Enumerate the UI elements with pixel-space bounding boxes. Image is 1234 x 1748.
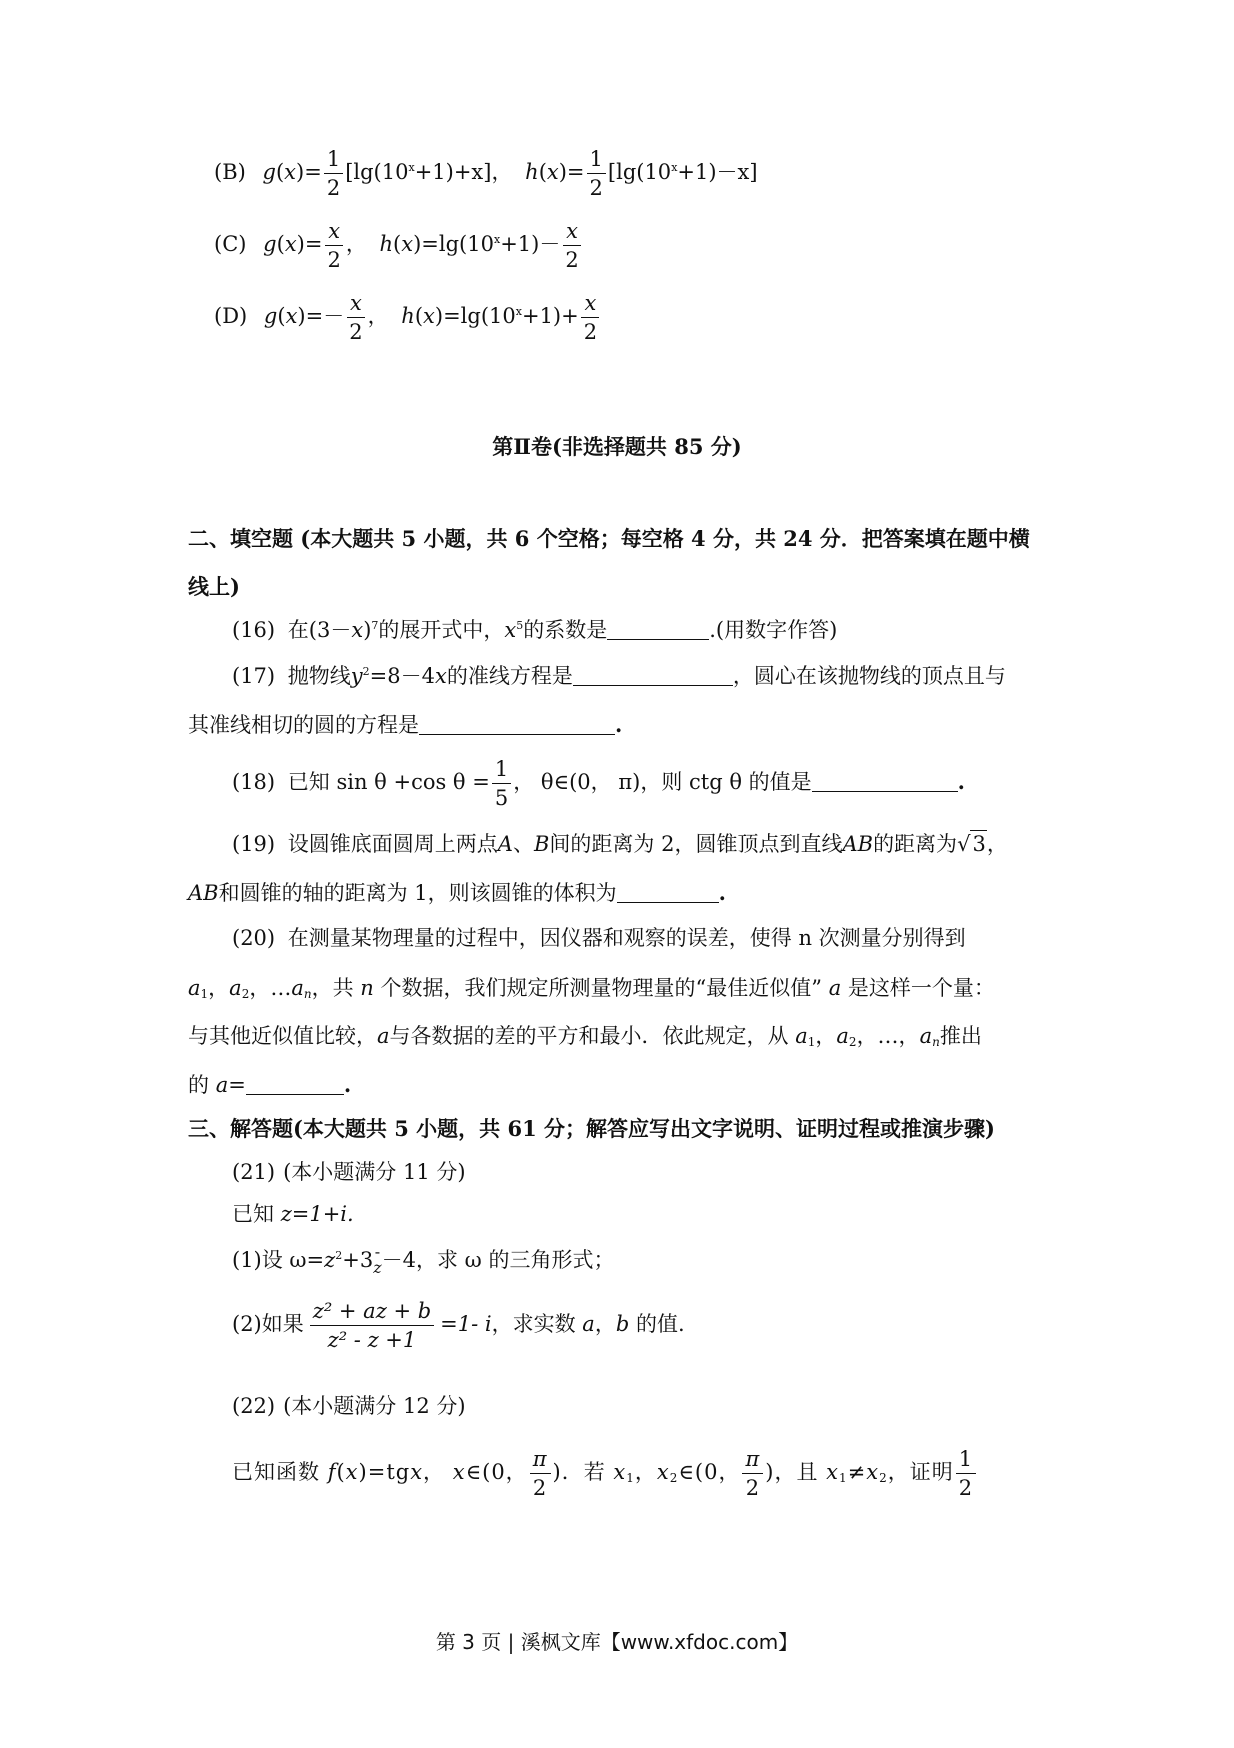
- option-d: (D) g(x)=－ $\frac{x}{2}$ ， $h(x)=\lg(10^x+1)+$ $\frac{x}{2}$: [214, 292, 602, 343]
- question-18: (18) 已知 sin θ +cos θ = $\frac{1}{5}$ ， θ∈(0， π)，则 ctg θ 的值是 .: [232, 757, 965, 811]
- answer-blank[interactable]: [617, 884, 719, 903]
- answer-blank[interactable]: [607, 621, 709, 640]
- fraction: $\frac{1}{2}$: [956, 1448, 976, 1499]
- question-22-text: 已知函数 f(x)=tgx， x∈(0， $\frac{\pi}{2}$ )．若 $x_1$，$x_2\in(0$， $\frac{\pi}{2}$ )，且 $x_1\ne x_2$，证明 $\frac{1}{2}$: [232, 1448, 978, 1499]
- question-20-line2: $a_1$，$a_2$，$\dots a_n$，共 n 个数据，我们规定所测量物理量的“最佳近似值” a 是这样一个量：: [188, 976, 995, 1001]
- answer-blank[interactable]: [246, 1076, 344, 1095]
- question-21: (21) (本小题满分 11 分): [232, 1160, 466, 1184]
- fraction: $\frac{\text{z² + az + b}}{\text{z² - z +1}}$: [310, 1300, 434, 1351]
- answer-blank[interactable]: [573, 667, 733, 686]
- question-17: (17) 抛物线$y^2=8-4x$的准线方程是 ，圆心在该抛物线的顶点且与: [232, 664, 1006, 688]
- fraction: $\frac{1}{2}$: [587, 148, 606, 199]
- fraction: $\frac{1}{5}$: [492, 758, 511, 809]
- question-21-part2: (2)如果 $\frac{\text{z² + az + b}}{\text{z² - z +1}}$ =1- i，求实数 a，b 的值.: [232, 1299, 685, 1353]
- option-c: (C) g(x)= $\frac{x}{2}$ ， $h(x)=\lg(10^x+1)-$ $\frac{x}{2}$: [214, 220, 584, 271]
- fraction: $\frac{x}{2}$: [346, 292, 365, 343]
- fraction: $\frac{\pi}{2}$: [742, 1448, 763, 1499]
- page-footer: 第 3 页 | 溪枫文库【www.xfdoc.com】: [435, 1630, 799, 1654]
- fraction: $\frac{\pi}{2}$: [530, 1448, 551, 1499]
- fraction: $\frac{x}{2}$: [581, 292, 600, 343]
- part2-heading-cont: 线上): [188, 574, 240, 599]
- fraction: $\frac{x}{2}$: [562, 220, 581, 271]
- answer-blank[interactable]: [419, 716, 615, 735]
- part3-heading: 三、解答题(本大题共 5 小题，共 61 分；解答应写出文字说明、证明过程或推演步骤): [188, 1116, 995, 1141]
- answer-blank[interactable]: [812, 773, 958, 792]
- question-20-line3: 与其他近似值比较，a与各数据的差的平方和最小．依此规定，从 $a_1$，$a_2$，…，$a_n$推出: [188, 1024, 982, 1049]
- question-20-line4: 的 a= .: [188, 1072, 352, 1097]
- question-16: (16) 在$(3-x)^7$的展开式中，$x^5$的系数是 .(用数字作答): [232, 618, 838, 642]
- section-title: 第Ⅱ卷(非选择题共 85 分): [492, 434, 742, 459]
- question-17-cont: 其准线相切的圆的方程是 .: [188, 712, 623, 737]
- question-20: (20) 在测量某物理量的过程中，因仪器和观察的误差，使得 n 次测量分别得到: [232, 926, 966, 950]
- question-21-given: 已知 z=1+i.: [232, 1202, 354, 1226]
- fraction: $\frac{1}{2}$: [324, 148, 343, 199]
- question-19: (19) 设圆锥底面圆周上两点A、B间的距离为 2，圆锥顶点到直线AB的距离为√3，: [232, 832, 1008, 856]
- question-19-cont: AB和圆锥的轴的距离为 1，则该圆锥的体积为 .: [188, 880, 726, 905]
- part2-heading: 二、填空题 (本大题共 5 小题，共 6 个空格；每空格 4 分，共 24 分．把答案填在题中横: [188, 526, 1030, 551]
- question-21-part1: (1)设 $\omega=z^2+3-$ z－4，求 ω 的三角形式；: [232, 1242, 615, 1277]
- fraction: $\frac{x}{2}$: [324, 220, 343, 271]
- option-b: (B) g(x)= $\frac{1}{2}$ $[\lg(10^x+1)+x]$， h(x)= $\frac{1}{2}$ $[\lg(10^x+1)-x]$: [214, 147, 758, 201]
- question-22: (22) (本小题满分 12 分): [232, 1394, 466, 1418]
